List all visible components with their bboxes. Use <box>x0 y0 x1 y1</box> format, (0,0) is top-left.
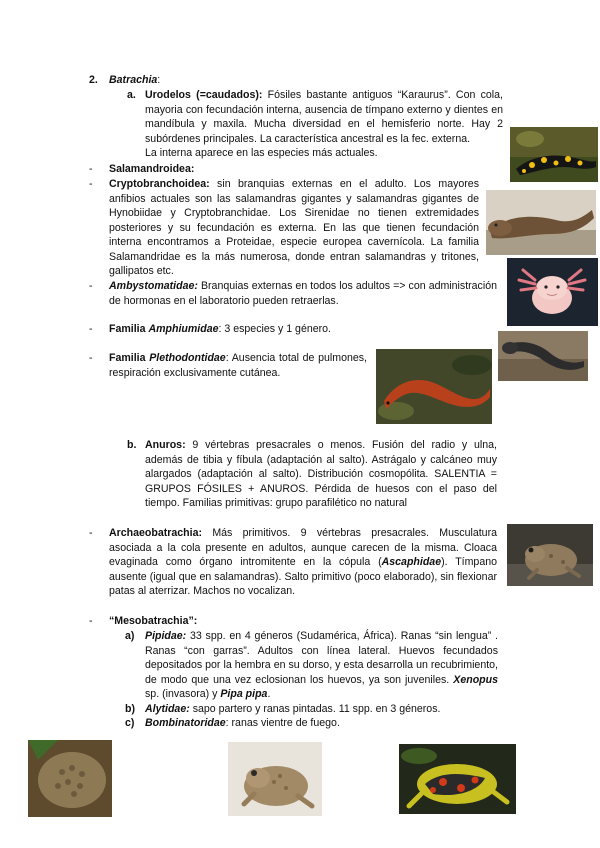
bullet-dash: - <box>89 163 93 175</box>
section-title: Batrachia: <box>109 74 161 86</box>
plethodontidae-name: Plethodontidae <box>149 352 226 364</box>
ambystomatidae-paragraph: Ambystomatidae: Branquias externas en todos los adultos => con administración de hormonas en el laboratorio pueden retraerlas. <box>109 280 497 307</box>
pipidae-paragraph: Pipidae: 33 spp. en 4 géneros (Sudamérica, África). Ranas “sin lengua” . Ranas “con garras”. Adultos con línea lateral. Huevos fecundados depositados por la hembra en su dorso, y esta desarrolla un recubrimiento, de modo que una vez eclosionan los huevos, ya son juveniles. Xenopus sp. (invasora) y Pipa pipa. <box>145 630 498 700</box>
giant-salamander-photo <box>486 190 596 255</box>
ambystomatidae-title: Ambystomatidae: <box>109 280 198 292</box>
bombinatoridae-marker: c) <box>125 717 135 729</box>
anuros-marker: b. <box>127 439 137 451</box>
cryptobranchoidea-title: Cryptobranchoidea: <box>109 178 210 190</box>
section-number: 2. <box>89 74 98 86</box>
pipidae-name: Pipidae: <box>145 630 187 642</box>
alytidae-line: Alytidae: sapo partero y ranas pintadas. 11 spp. en 3 géneros. <box>145 703 441 715</box>
archaeobatrachia-frog-photo <box>507 524 593 586</box>
amphiuma-photo <box>498 331 588 381</box>
cryptobranchoidea-paragraph: Cryptobranchoidea: sin branquias externas en el adulto. Los mayores anfibios actuales son las salamandras gigantes y salamandras gigantes de Hynobiidae y Cryptobranchidae. Los Sirenidae no tienen extremidades posteriores y su fecundación es externa. En las que tienen fecundación interna encontramos a Proteidae, especie europea cavernícola. La familia Salamandridae es la más numerosa, donde entran salamandras y tritones, gallipatos etc. <box>109 178 479 277</box>
bullet-dash: - <box>89 178 93 190</box>
urodelos-paragraph-end: La interna aparece en las especies más actuales. <box>145 147 378 159</box>
pipa-pipa-name: Pipa pipa <box>220 688 268 700</box>
alytidae-marker: b) <box>125 703 135 715</box>
bullet-dash: - <box>89 352 93 364</box>
anuros-title: Anuros: <box>145 439 186 451</box>
bombinatoridae-photo <box>399 744 516 814</box>
archaeobatrachia-title: Archaeobatrachia: <box>109 527 203 539</box>
alytidae-name: Alytidae: <box>145 703 190 715</box>
plethodontidae-photo <box>376 349 492 424</box>
bullet-dash: - <box>89 323 93 335</box>
mesobatrachia-heading: “Mesobatrachia”: <box>109 615 198 627</box>
bullet-dash: - <box>89 615 93 627</box>
archaeobatrachia-paragraph: Archaeobatrachia: Más primitivos. 9 vértebras presacrales. Musculatura asociada a la cola presente en adultos, aunque carecen de la misma. Cloaca evaginada como órgano intromitente en la cópula (Ascaphidae). Tímpano ausente (igual que en salamandras). Salto primitivo (poco elaborado), sin flexionar patas al aterrizar. Machos no vocalizan. <box>109 527 497 597</box>
bombinatoridae-line: Bombinatoridae: ranas vientre de fuego. <box>145 717 340 729</box>
xenopus-name: Xenopus <box>453 673 498 686</box>
bullet-dash: - <box>89 527 93 539</box>
alytidae-photo <box>228 742 322 816</box>
fire-salamander-photo <box>510 127 598 182</box>
ascaphidae-name: Ascaphidae <box>381 556 442 568</box>
pipidae-marker: a) <box>125 630 135 642</box>
anuros-paragraph: Anuros: 9 vértebras presacrales o menos. Fusión del radio y ulna, además de tibia y fíbula (adaptación al salto). Astrágalo y calcáneo muy alargados (adaptación al salto). Distribución cosmopólita. SALENTIA = GRUPOS FÓSILES + ANUROS. Pérdida de huesos con el paso del tiempo. Familias primitivas: grupo parafilético no natural <box>145 439 497 509</box>
amphiumidae-name: Amphiumidae <box>148 323 219 335</box>
amphiumidae-line: Familia Amphiumidae: 3 especies y 1 género. <box>109 323 331 335</box>
axolotl-photo <box>507 258 598 326</box>
urodelos-paragraph <box>145 88 503 146</box>
urodelos-text: Fósiles bastante antiguos “Karaurus”. Con cola, mayoria con fecundación interna, ausencia de tímpano externo y dientes en mandíbula y maxila. Mucha diversidad en el hemisferio norte. Hay 2 subórdenes principales. La característica ancestral es la fec. externa. <box>145 89 503 145</box>
urodelos-marker: a. <box>127 89 136 101</box>
salamandroidea-heading: Salamandroidea: <box>109 163 195 175</box>
plethodontidae-paragraph: Familia Plethodontidae: Ausencia total de pulmones, respiración exclusivamente cutánea. <box>109 352 367 379</box>
bombinatoridae-name: Bombinatoridae <box>145 717 226 729</box>
bullet-dash: - <box>89 280 93 292</box>
urodelos-title: Urodelos (=caudados): <box>145 89 263 101</box>
pipa-pipa-photo <box>28 740 112 817</box>
